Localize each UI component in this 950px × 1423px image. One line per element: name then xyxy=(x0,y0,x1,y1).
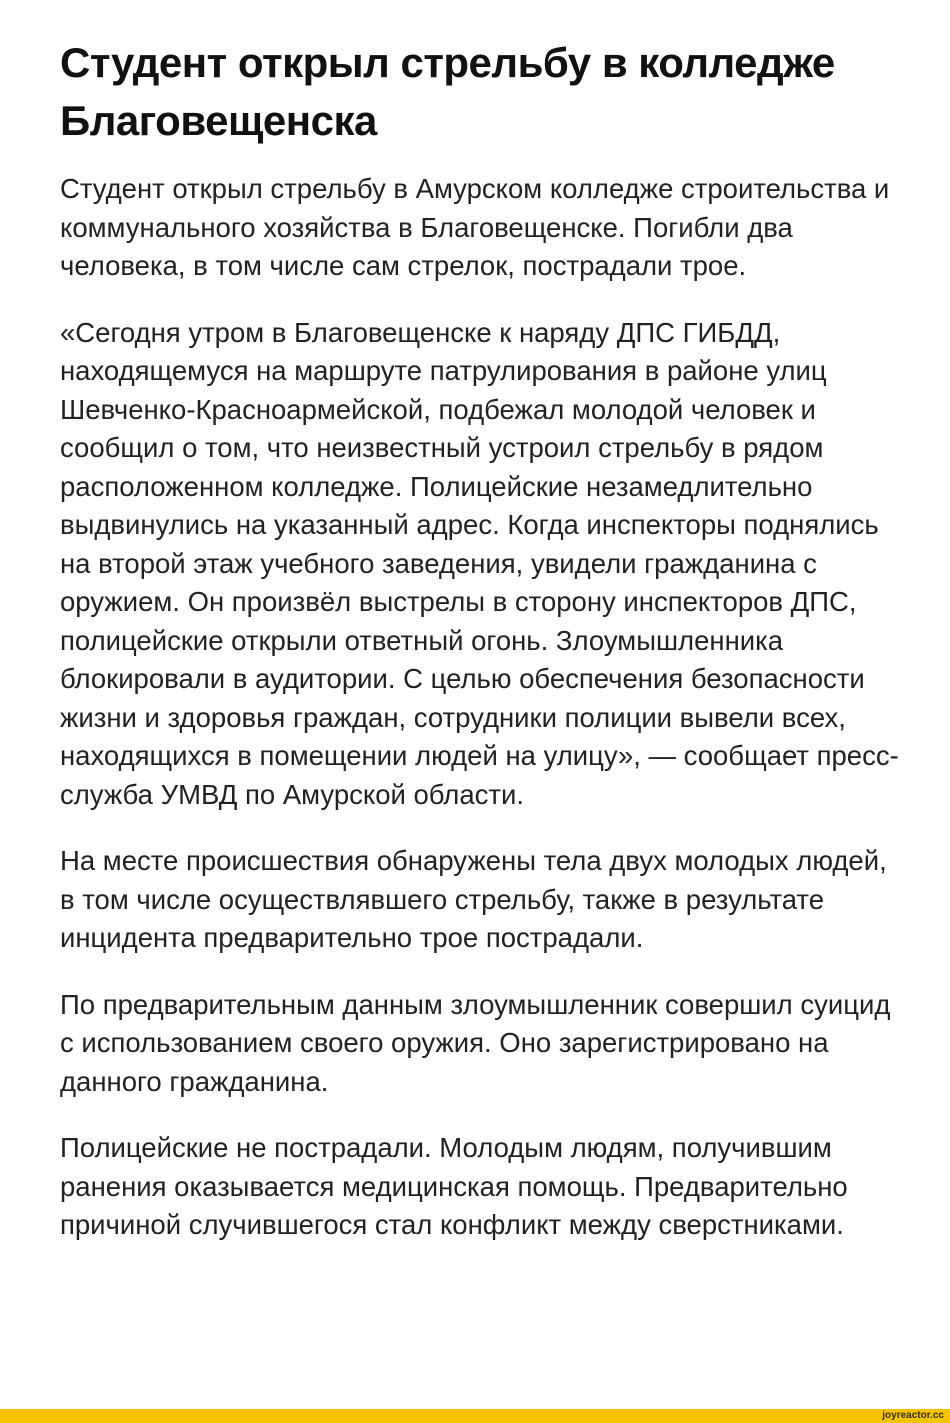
article-title: Студент открыл стрельбу в колледже Благовещенска xyxy=(60,39,835,144)
article xyxy=(60,34,900,1245)
article-paragraph-1: Студент открыл стрельбу в Амурском колледже строительства и коммунального хозяйства в Благовещенске. Погибли два человека, в том числе сам стрелок, пострадали трое. xyxy=(60,173,890,281)
article-paragraph-4: По предварительным данным злоумышленник совершил суицид с использованием своего оружия. Оно зарегистрировано на данного гражданина. xyxy=(60,988,891,1097)
watermark[interactable]: joyreactor.cc xyxy=(882,1410,944,1421)
article-paragraph-3: На месте происшествия обнаружены тела двух молодых людей, в том числе осуществлявшего стрельбу, также в результате инцидента предварительно трое пострадали. xyxy=(60,845,887,953)
article-paragraph-5: Полицейские не пострадали. Молодым людям, получившим ранения оказывается медицинская помощь. Предварительно причиной случившегося стал конфликт между сверстниками. xyxy=(60,1132,848,1240)
article-paragraph-2: «Сегодня утром в Благовещенске к наряду ДПС ГИБДД, находящемуся на маршруте патрулирования в районе улиц Шевченко-Красноармейской, подбежал молодой человек и сообщил о том, что неизвестный устроил стрельбу в рядом расположенном колледже. Полицейские незамедлительно выдвинулись на указанный адрес. Когда инспекторы поднялись на второй этаж учебного заведения, увидели гражданина с оружием. Он произвёл выстрелы в сторону инспекторов ДПС, полицейские открыли ответный огонь. Злоумышленника блокировали в аудитории. С целью обеспечения безопасности жизни и здоровья граждан, сотрудники полиции вывели всех, находящихся в помещении людей на улицу», — сообщает пресс-служба УМВД по Амурской области. xyxy=(60,316,899,810)
footer-bar xyxy=(0,1409,950,1423)
